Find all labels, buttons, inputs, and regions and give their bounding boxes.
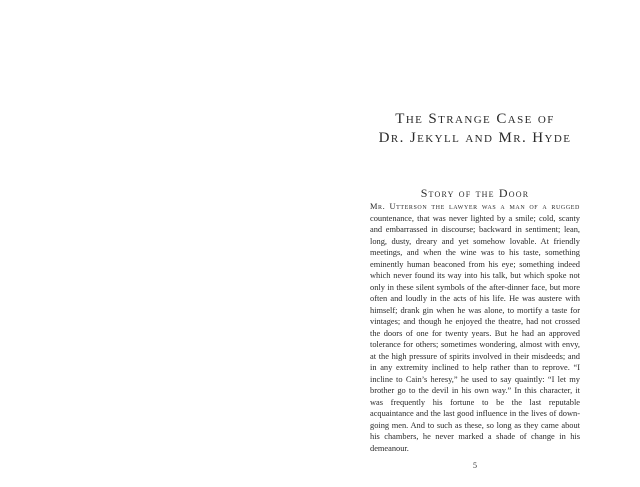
book-title-line-1: The Strange Case of xyxy=(395,111,555,127)
body-lead-small-caps: Mr. Utterson the lawyer was a man of a rugged xyxy=(370,202,580,211)
chapter-title: Story of the Door xyxy=(420,186,530,200)
book-title-line-2: Dr. Jekyll and Mr. Hyde xyxy=(378,130,572,146)
body-paragraph xyxy=(370,201,580,454)
page-number: 5 xyxy=(473,461,477,470)
book-title xyxy=(370,110,580,148)
body-text-rest: countenance, that was never lighted by a smile; cold, scanty and embarrassed in discourse; backward in sentiment; lean, long, dusty, dreary and yet somehow lovable. At friendly meetings, and when the wine was to his taste, something eminently human beaconed from his eye; something indeed which never found its way into his talk, but which spoke not only in these silent symbols of the after-dinner face, but more often and loudly in the acts of his life. He was austere with himself; drank gin when he was alone, to mortify a taste for vintages; and though he enjoyed the theatre, had not crossed the doors of one for twenty years. But he had an approved tolerance for others; sometimes wondering, almost with envy, at the high pressure of spirits involved in their misdeeds; and in any extremity inclined to help rather than to reprove. “I incline to Cain’s heresy,” he used to say quaintly: “I let my brother go to the devil in his own way.” In this character, it was frequently his fortune to be the last reputable acquaintance and the last good influence in the lives of down-going men. And to such as these, so long as they came about his chambers, he never marked a shade of change in his demeanour. xyxy=(370,213,580,453)
